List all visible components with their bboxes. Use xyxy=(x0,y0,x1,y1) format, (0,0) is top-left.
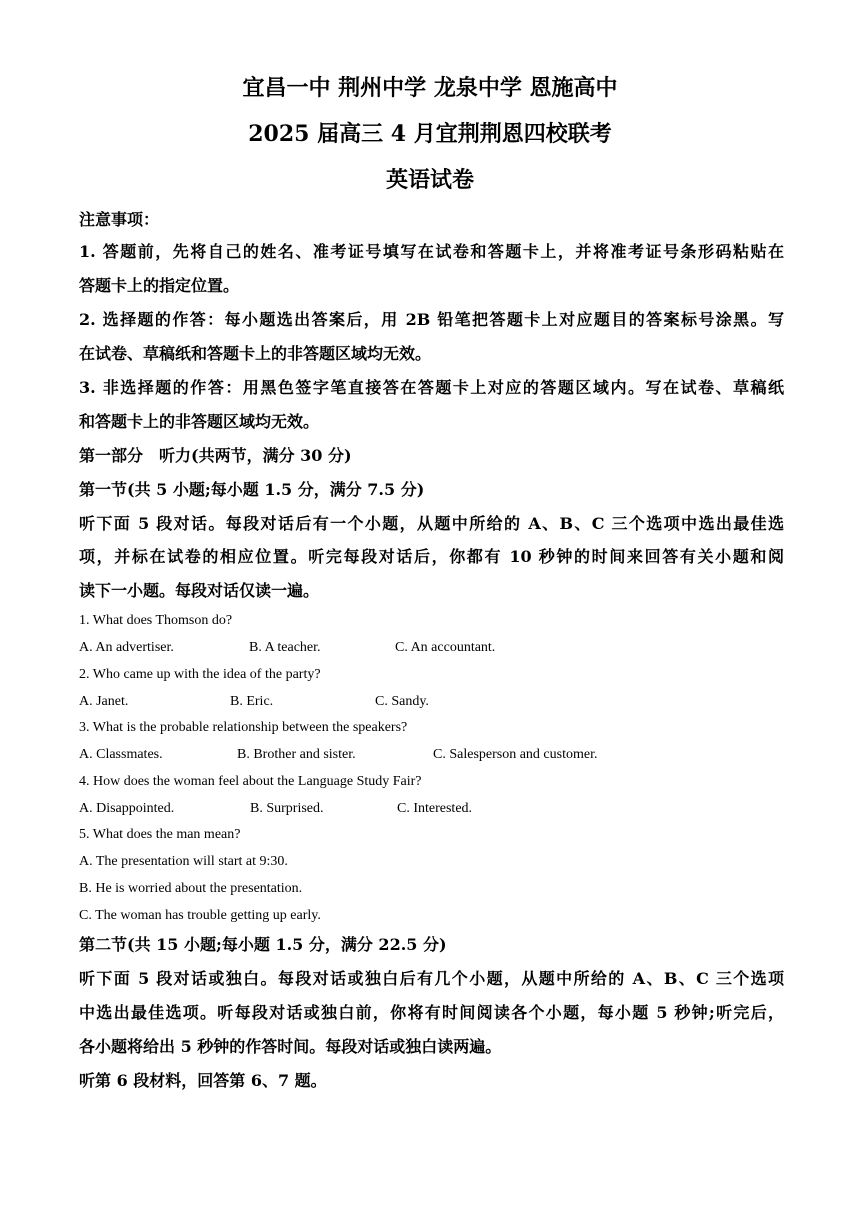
question-4-option-c: C. Interested. xyxy=(397,801,473,816)
question-2: 2. Who came up with the idea of the party? xyxy=(79,667,321,682)
note-1-line-2: 答题卡上的指定位置。 xyxy=(79,276,240,295)
question-1-option-b: B. A teacher. xyxy=(249,640,321,655)
section-1-instructions-line-3: 读下一小题。每段对话仅读一遍。 xyxy=(79,581,320,600)
section-2-instructions-line-2: 中选出最佳选项。听每段对话或独白前，你将有时间阅读各个小题，每小题 5 秒钟;听完后， xyxy=(79,1003,784,1022)
section-1-instructions-line-1: 听下面 5 段对话。每段对话后有一个小题，从题中所给的 A、B、C 三个选项中选出最佳选 xyxy=(79,514,784,533)
question-3-option-c: C. Salesperson and customer. xyxy=(433,747,598,762)
question-5-option-b: B. He is worried about the presentation. xyxy=(79,881,303,896)
question-1-option-c: C. An accountant. xyxy=(395,640,496,655)
question-5-option-c: C. The woman has trouble getting up early. xyxy=(79,908,321,923)
notes-heading: 注意事项： xyxy=(79,210,160,229)
section-2-instructions-line-3: 各小题将给出 5 秒钟的作答时间。每段对话或独白读两遍。 xyxy=(79,1037,502,1056)
note-3-line-1: 3. 非选择题的作答：用黑色签字笔直接答在答题卡上对应的答题区域内。写在试卷、草稿纸 xyxy=(79,378,784,397)
section-1-heading: 第一节(共 5 小题;每小题 1.5 分，满分 7.5 分) xyxy=(79,480,425,499)
material-6-heading: 听第 6 段材料，回答第 6、7 题。 xyxy=(79,1071,327,1090)
question-3: 3. What is the probable relationship between the speakers? xyxy=(79,720,408,735)
note-2-line-1: 2. 选择题的作答：每小题选出答案后，用 2B 铅笔把答题卡上对应题目的答案标号涂黑。写 xyxy=(79,310,784,329)
question-2-option-a: A. Janet. xyxy=(79,694,129,709)
question-5: 5. What does the man mean? xyxy=(79,827,241,842)
section-1-instructions-line-2: 项，并标在试卷的相应位置。听完每段对话后，你都有 10 秒钟的时间来回答有关小题和阅 xyxy=(79,547,784,566)
question-1: 1. What does Thomson do? xyxy=(79,613,233,628)
section-2-heading: 第二节(共 15 小题;每小题 1.5 分，满分 22.5 分) xyxy=(79,935,447,954)
exam-title: 2025 届高三 4 月宜荆荆恩四校联考 xyxy=(248,121,612,147)
question-4-option-b: B. Surprised. xyxy=(250,801,324,816)
question-3-option-b: B. Brother and sister. xyxy=(237,747,356,762)
section-2-instructions-line-1: 听下面 5 段对话或独白。每段对话或独白后有几个小题，从题中所给的 A、B、C 三个选项 xyxy=(79,969,784,988)
schools-title: 宜昌一中 荆州中学 龙泉中学 恩施高中 xyxy=(242,75,618,101)
note-1-line-1: 1. 答题前，先将自己的姓名、准考证号填写在试卷和答题卡上，并将准考证号条形码粘贴在 xyxy=(79,242,784,261)
question-4-option-a: A. Disappointed. xyxy=(79,801,175,816)
question-4: 4. How does the woman feel about the Language Study Fair? xyxy=(79,774,422,789)
note-2-line-2: 在试卷、草稿纸和答题卡上的非答题区域均无效。 xyxy=(79,344,432,363)
subject-title: 英语试卷 xyxy=(385,167,474,193)
part-1-heading: 第一部分 听力(共两节，满分 30 分) xyxy=(79,446,352,465)
question-1-option-a: A. An advertiser. xyxy=(79,640,174,655)
note-3-line-2: 和答题卡上的非答题区域均无效。 xyxy=(79,412,320,431)
question-2-option-c: C. Sandy. xyxy=(375,694,429,709)
question-3-option-a: A. Classmates. xyxy=(79,747,163,762)
question-2-option-b: B. Eric. xyxy=(230,694,274,709)
question-5-option-a: A. The presentation will start at 9:30. xyxy=(79,854,288,869)
